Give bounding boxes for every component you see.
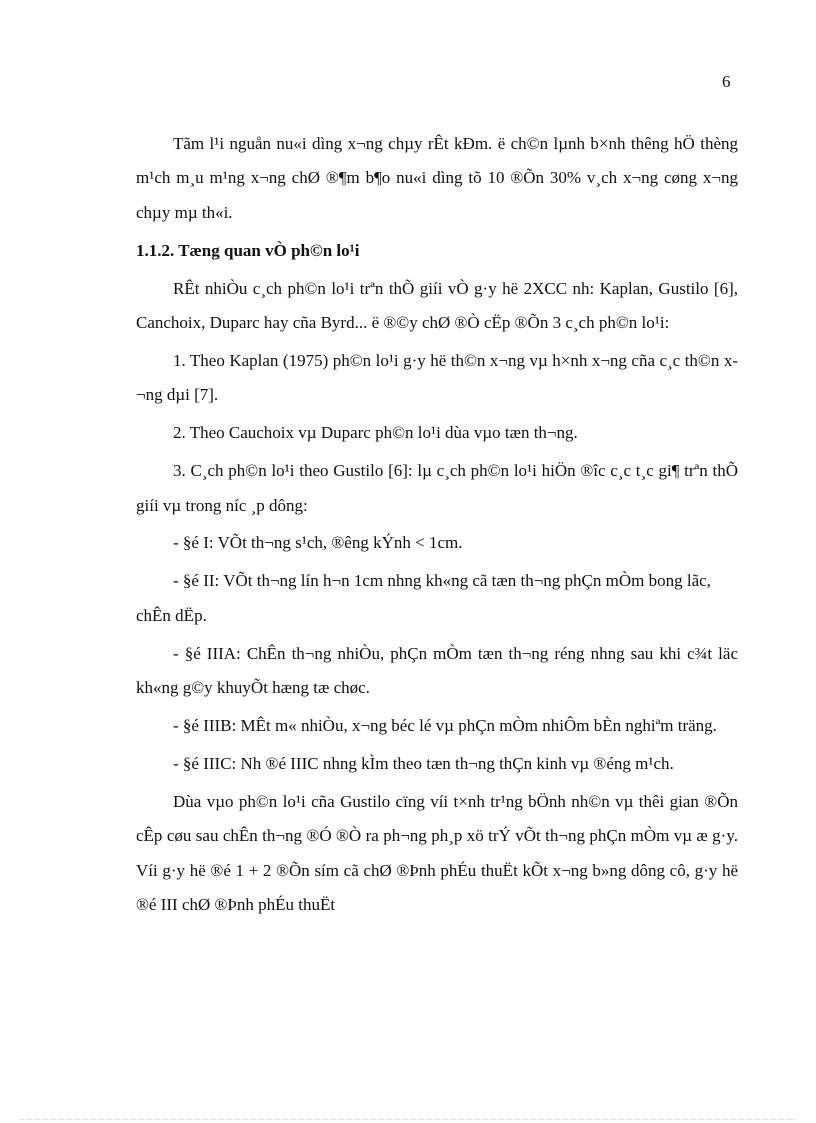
footer-divider [20, 1119, 796, 1120]
page-number: 6 [722, 72, 731, 91]
grade-iiib-item: - §é IIIB: MÊt m« nhiÒu, x¬ng béc lé vµ phÇn mÒm nhiÔm bÈn nghiªm träng. [173, 716, 717, 735]
grade-ii-item: - §é II: VÕt th¬ng lín h¬n 1cm nhng kh«ng cã tæn th¬ng phÇn mÒm bong lãc, chÊn dËp. [136, 571, 711, 625]
list-item-gustilo: 3. C¸ch ph©n lo¹i theo Gustilo [6]: lµ c¸ch ph©n lo¹i hiÖn ®îc c¸c t¸c gi¶ trªn thÕ giíi vµ trong níc ¸p dông: [136, 461, 738, 515]
paragraph-treatment: Dùa vµo ph©n lo¹i cña Gustilo cïng víi t×nh tr¹ng bÖnh nh©n vµ thêi gian ®Õn cÊp cøu sau chÊn th¬ng ®Ó ®Ò ra ph¬ng ph¸p xö trÝ vÕt th¬ng phÇn mÒm vµ æ g·y. Víi g·y hë ®é 1 + 2 ®Õn sím cã chØ ®Þnh phÉu thuËt kÕt x¬ng b»ng dông cô, g·y hë ®é III chØ ®Þnh phÉu thuËt [136, 791, 738, 915]
grade-iiia-item: - §é IIIA: ChÊn th¬ng nhiÒu, phÇn mÒm tæn th¬ng réng nhng sau khi c¾t läc kh«ng g©y khuyÕt hæng tæ chøc. [136, 643, 738, 698]
grade-i-item: - §é I: VÕt th¬ng s¹ch, ®êng kÝnh < 1cm. [173, 533, 463, 553]
paragraph-blood-supply: Tãm l¹i nguån nu«i dìng x¬ng chµy rÊt kÐm. ë ch©n lµnh b×nh thêng hÖ thèng m¹ch m¸u m¹ng x¬ng chØ ®¶m b¶o nu«i dìng tõ 10 ®Õn 30% v¸ch x¬ng cøng x¬ng chµy mµ th«i. [136, 134, 738, 222]
body-text [136, 127, 738, 926]
paragraph-classification-intro: RÊt nhiÒu c¸ch ph©n lo¹i trªn thÕ giíi vÒ g·y hë 2XCC nh: Kaplan, Gustilo [6], Canchoix, Duparc hay cña Byrd... ë ®©y chØ ®Ò cËp ®Õn 3 c¸ch ph©n lo¹i: [136, 278, 738, 333]
section-heading: 1.1.2. Tæng quan vÒ ph©n lo¹i [136, 240, 360, 260]
list-item-kaplan: 1. Theo Kaplan (1975) ph©n lo¹i g·y hë th©n x¬ng vµ h×nh x¬ng cña c¸c th©n x¬ng dµi [7]. [136, 350, 738, 405]
grade-iiic-item: - §é IIIC: Nh ®é IIIC nhng kÌm theo tæn th¬ng thÇn kinh vµ ®éng m¹ch. [173, 753, 674, 773]
list-item-cauchoix-duparc: 2. Theo Cauchoix vµ Duparc ph©n lo¹i dùa vµo tæn th¬ng. [173, 423, 578, 443]
